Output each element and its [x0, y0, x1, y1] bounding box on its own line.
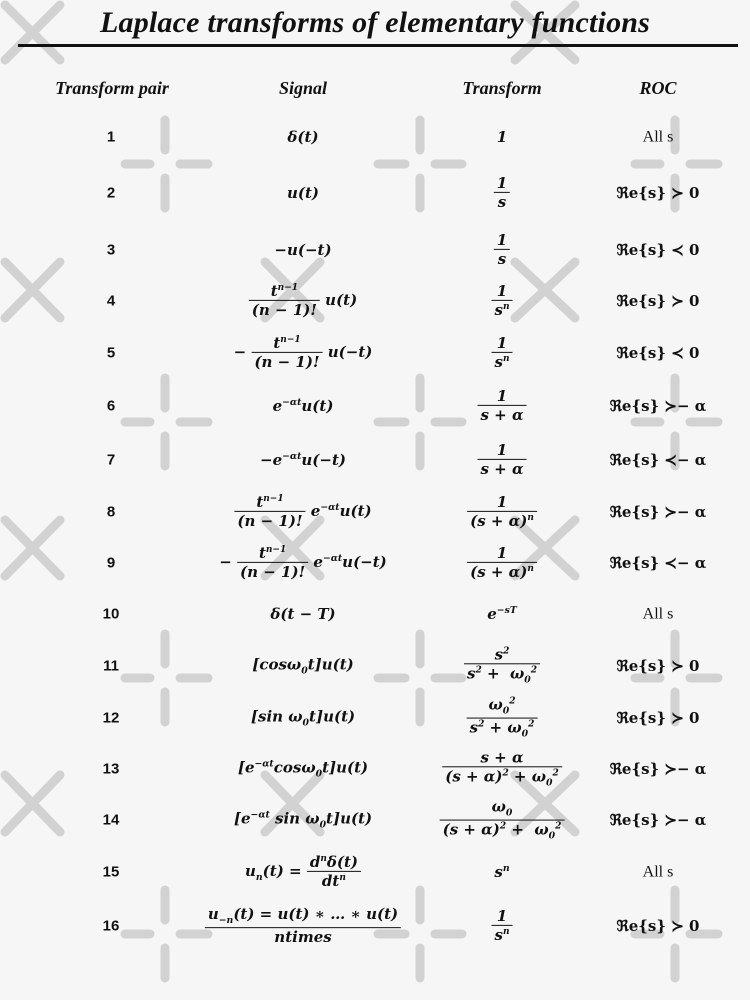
transform-cell: $e^{-sT}$: [487, 605, 517, 623]
pair-number: 6: [106, 397, 116, 415]
signal-cell: $[e^{-\alpha t}\cos\omega_0t]u(t)$: [237, 758, 369, 780]
page-title: Laplace transforms of elementary functions: [99, 6, 651, 39]
header-transform: Transform: [462, 78, 542, 98]
header-signal: Signal: [278, 78, 328, 98]
roc-cell: ℜe{s} ≺ 0: [616, 241, 700, 259]
transform-cell: $\frac{\omega_0}{(s + \alpha)^2 + \omega_0^2}$: [440, 799, 565, 842]
roc-cell: [643, 863, 674, 882]
pair-number: 13: [102, 760, 120, 778]
header-transform-pair: Transform pair: [55, 78, 169, 98]
roc-cell: ℜe{s} ≻ 0: [616, 657, 700, 675]
signal-cell: δ(t − T): [270, 605, 336, 623]
pair-number: 9: [106, 554, 116, 572]
roc-cell: ℜe{s} ≻ 0: [616, 184, 700, 202]
pair-number: 1: [106, 128, 116, 146]
transform-cell: $\frac{1}{s + \alpha}$: [477, 388, 526, 424]
pair-number: 15: [102, 863, 120, 881]
signal-cell: $-e^{-\alpha t}u(-t)$: [260, 451, 346, 469]
pair-number: 14: [102, 811, 120, 829]
roc-cell: ℜe{s} ≺ 0: [616, 344, 700, 362]
transform-cell: $\frac{1}{s}$: [494, 175, 510, 211]
pair-number: 10: [102, 605, 120, 623]
signal-cell: $\frac{t^{n-1}}{(n - 1)!}$ u(t): [249, 283, 357, 319]
pair-number: 4: [106, 292, 116, 310]
roc-cell: ℜe{s} ≻− α: [609, 503, 707, 521]
transform-cell: $\frac{s^2}{s^2 + \omega_0^2}$: [464, 646, 540, 685]
signal-cell: −u(−t): [274, 241, 332, 259]
pair-number: 7: [106, 451, 116, 469]
roc-cell: [643, 128, 674, 147]
signal-cell: [$e^{-\alpha t}$ $\sin \omega_0t]u(t)$: [233, 809, 373, 831]
pair-number: 11: [103, 657, 119, 675]
pair-number: 12: [102, 709, 120, 727]
transform-cell: $\frac{\omega_0^2}{s^2 + \omega_0^2}$: [467, 697, 538, 740]
roc-cell: ℜe{s} ≺− α: [609, 451, 707, 469]
roc-text: All s: [642, 863, 674, 881]
roc-cell: [643, 605, 674, 624]
transform-cell: 1: [496, 128, 508, 146]
roc-cell: ℜe{s} ≺− α: [609, 554, 707, 572]
roc-cell: ℜe{s} ≻ 0: [616, 292, 700, 310]
pair-number: 5: [106, 344, 116, 362]
signal-cell: δ(t): [287, 128, 319, 146]
transform-cell: $\frac{1}{(s + \alpha)^n}$: [467, 545, 537, 581]
roc-cell: ℜe{s} ≻− α: [609, 811, 707, 829]
transform-cell: $\frac{1}{s^n}$: [492, 335, 513, 371]
signal-cell: − $\frac{t^{n-1}}{(n - 1)!}$ $e^{-\alpha t}u(-t)$: [219, 543, 387, 582]
roc-cell: ℜe{s} ≻ 0: [616, 917, 700, 935]
signal-cell: $\frac{t^{n-1}}{(n - 1)!}$ $e^{-\alpha t}u(t)$: [234, 494, 371, 530]
roc-cell: ℜe{s} ≻ 0: [616, 709, 700, 727]
signal-cell: [sin $\omega_0t]u(t)$: [250, 707, 356, 729]
transform-cell: $\frac{1}{s^n}$: [492, 283, 513, 319]
roc-text: All s: [642, 128, 674, 146]
roc-cell: ℜe{s} ≻− α: [609, 760, 707, 778]
roc-text: All s: [642, 605, 674, 623]
header-roc: ROC: [639, 78, 677, 98]
pair-number: 2: [106, 184, 116, 202]
transform-cell: $\frac{1}{s^n}$: [492, 908, 513, 944]
signal-cell: $u_n(t)$ = $\frac{d^n\delta(t)}{dt^n}$: [245, 854, 361, 890]
signal-cell: u(t): [286, 184, 320, 202]
signal-cell: − $\frac{t^{n-1}}{(n - 1)!}$ u(−t): [233, 333, 373, 372]
transform-cell: $\frac{1}{s + \alpha}$: [477, 442, 526, 478]
signal-cell: [cosω$_0$t]u(t): [252, 655, 354, 677]
title-underline: [18, 44, 738, 47]
signal-cell: $\frac{u_{-n}(t) = u(t) ∗ \dots ∗ u(t)}{\text{ntimes}}$: [205, 906, 401, 946]
pair-number: 3: [106, 241, 116, 259]
pair-number: 8: [106, 503, 116, 521]
transform-cell: $\frac{s + \alpha}{(s + \alpha)^2 + \omega_0^2}$: [442, 749, 562, 788]
transform-cell: $\frac{1}{(s + \alpha)^n}$: [467, 494, 537, 530]
roc-cell: ℜe{s} ≻− α: [609, 397, 707, 415]
transform-cell: $s^n$: [494, 863, 510, 881]
pair-number: 16: [102, 917, 120, 935]
transform-cell: $\frac{1}{s}$: [494, 232, 510, 268]
signal-cell: $e^{-\alpha t}u(t)$: [272, 397, 334, 415]
